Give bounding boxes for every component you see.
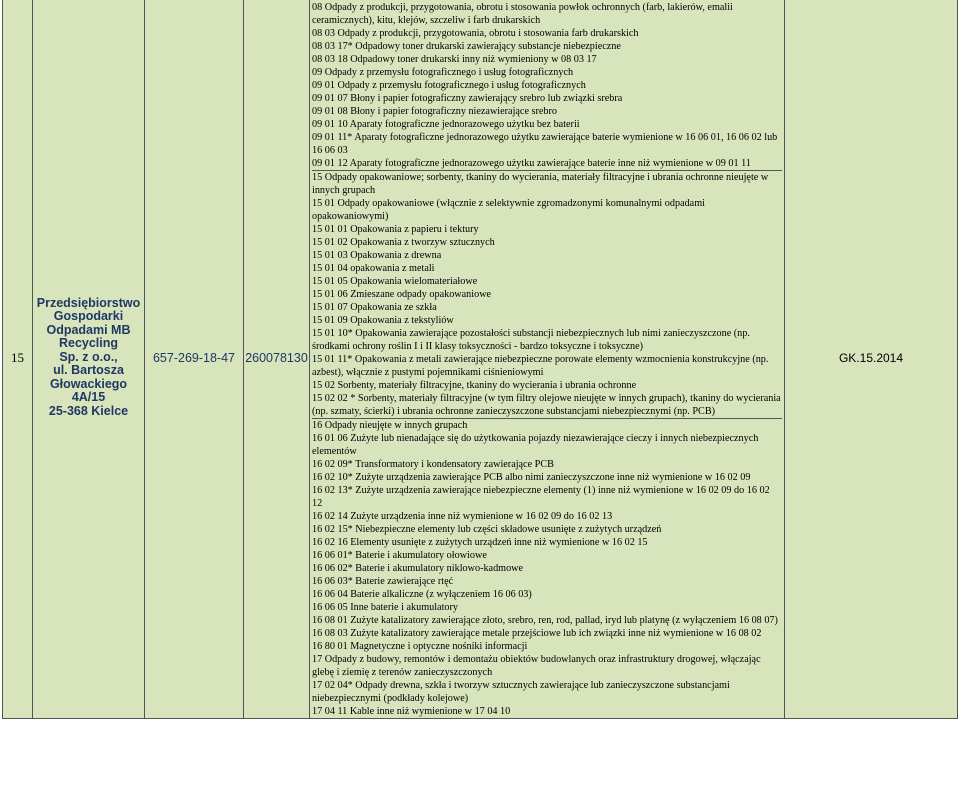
waste-code-entry: 09 01 12 Aparaty fotograficzne jednorazowego użytku zawierające baterie inne niż wymienione w 09 01 11 xyxy=(312,158,751,169)
registry-number: GK.15.2014 xyxy=(838,350,904,365)
waste-code-entry: 16 06 01* Baterie i akumulatory ołowiowe xyxy=(312,550,487,561)
waste-code-entry: 09 01 07 Błony i papier fotograficzny zawierający srebro lub związki srebra xyxy=(312,93,623,104)
waste-code-entry: 16 06 04 Baterie alkaliczne (z wyłączeniem 16 06 03) xyxy=(312,589,532,600)
waste-code-entry: 15 01 01 Opakowania z papieru i tektury xyxy=(312,224,479,235)
waste-code-entry: 16 02 16 Elementy usunięte z zużytych urządzeń inne niż wymienione w 16 02 15 xyxy=(312,537,648,548)
waste-code-entry: 16 01 06 Zużyte lub nienadające się do użytkowania pojazdy niezawierające cieczy i innych niebezpiecznych elementów xyxy=(312,433,759,457)
company-cell xyxy=(33,0,145,719)
waste-code-entry: 16 06 03* Baterie zawierające rtęć xyxy=(312,576,454,587)
waste-code-entry: 08 03 Odpady z produkcji, przygotowania, obrotu i stosowania farb drukarskich xyxy=(312,28,639,39)
waste-code-entry: 16 02 10* Zużyte urządzenia zawierające PCB albo nimi zanieczyszczone inne niż wymienione w 16 02 09 xyxy=(312,472,751,483)
waste-code-entry: 15 01 09 Opakowania z tekstyliów xyxy=(312,315,454,326)
waste-code-entry: 09 Odpady z przemysłu fotograficznego i usług fotograficznych xyxy=(312,67,574,78)
waste-code-entry: 17 Odpady z budowy, remontów i demontażu obiektów budowlanych oraz infrastruktury drogowej, włączając glebę i ziemię z terenów zanieczyszczonych xyxy=(312,654,761,678)
waste-code-entry: 08 03 17* Odpadowy toner drukarski zawierający substancje niebezpieczne xyxy=(312,41,621,52)
waste-code-entry: 16 80 01 Magnetyczne i optyczne nośniki informacji xyxy=(312,641,528,652)
company-name-line: 25-368 Kielce xyxy=(48,403,129,418)
regon-cell xyxy=(244,0,310,719)
waste-codes-cell xyxy=(310,0,785,719)
nip-cell xyxy=(145,0,244,719)
waste-code-entry: 15 Odpady opakowaniowe; sorbenty, tkaniny do wycierania, materiały filtracyjne i ubrania ochronne nieujęte w innych grupach xyxy=(312,172,769,196)
waste-code-entry: 17 02 04* Odpady drewna, szkła i tworzyw sztucznych zawierające lub zanieczyszczone substancjami niebezpiecznymi (podkłady kolejowe) xyxy=(312,680,730,704)
waste-code-entry: 17 04 11 Kable inne niż wymienione w 17 04 10 xyxy=(312,706,511,717)
waste-code-entry: 16 06 05 Inne baterie i akumulatory xyxy=(312,602,458,613)
waste-code-entry: 15 01 04 opakowania z metali xyxy=(312,263,435,274)
registry-cell xyxy=(785,0,958,719)
waste-code-entry: 08 Odpady z produkcji, przygotowania, obrotu i stosowania powłok ochronnych (farb, lakierów, emalii ceramicznych), kitu, klejów, szczeliw i farb drukarskich xyxy=(312,2,733,26)
waste-code-entry: 15 01 06 Zmieszane odpady opakowaniowe xyxy=(312,289,492,300)
waste-code-entry: 16 02 14 Zużyte urządzenia inne niż wymienione w 16 02 09 do 16 02 13 xyxy=(312,511,613,522)
company-name-line: Odpadami MB xyxy=(46,322,131,337)
waste-code-entry: 16 02 09* Transformatory i kondensatory zawierające PCB xyxy=(312,459,554,470)
company-name-line: Przedsiębiorstwo xyxy=(36,295,141,310)
waste-permit-table xyxy=(2,0,958,719)
waste-code-entry: 16 02 15* Niebezpieczne elementy lub części składowe usunięte z zużytych urządzeń xyxy=(312,524,662,535)
nip-value: 657-269-18-47 xyxy=(152,350,235,365)
waste-code-entry: 15 01 07 Opakowania ze szkła xyxy=(312,302,437,313)
table-row xyxy=(3,0,958,719)
waste-code-entry: 16 02 13* Zużyte urządzenia zawierające niebezpieczne elementy (1) inne niż wymienione w 16 02 09 do 16 02 12 xyxy=(312,485,770,509)
waste-code-group xyxy=(312,0,782,170)
waste-code-entry: 16 Odpady nieujęte w innych grupach xyxy=(312,420,468,431)
waste-code-entry: 15 01 11* Opakowania z metali zawierające niebezpieczne porowate elementy wzmocnienia konstrukcyjne (np. azbest), włącznie z pustymi pojemnikami ciśnieniowymi xyxy=(312,354,769,378)
row-number-cell xyxy=(3,0,33,719)
company-name-line: Głowackiego 4A/15 xyxy=(49,376,128,405)
waste-code-entry: 15 01 Odpady opakowaniowe (włącznie z selektywnie zgromadzonymi komunalnymi odpadami opakowaniowymi) xyxy=(312,198,705,222)
waste-code-group xyxy=(312,170,782,418)
regon-value: 260078130 xyxy=(245,350,308,365)
company-name xyxy=(33,297,144,419)
waste-codes-list xyxy=(312,0,782,718)
waste-code-entry: 15 02 02 * Sorbenty, materiały filtracyjne (w tym filtry olejowe nieujęte w innych grupach), tkaniny do wycierania (np. szmaty, ścierki) i ubrania ochronne zanieczyszczone substancjami niebezpiecznymi (np. PCB) xyxy=(312,393,781,417)
row-number: 15 xyxy=(11,349,24,365)
waste-code-entry: 16 08 01 Zużyte katalizatory zawierające złoto, srebro, ren, rod, pallad, iryd lub platynę (z wyłączeniem 16 08 07) xyxy=(312,615,778,626)
waste-code-entry: 15 01 02 Opakowania z tworzyw sztucznych xyxy=(312,237,495,248)
waste-code-entry: 15 02 Sorbenty, materiały filtracyjne, tkaniny do wycierania i ubrania ochronne xyxy=(312,380,637,391)
waste-code-entry: 08 03 18 Odpadowy toner drukarski inny niż wymieniony w 08 03 17 xyxy=(312,54,597,65)
waste-code-entry: 09 01 10 Aparaty fotograficzne jednorazowego użytku bez baterii xyxy=(312,119,580,130)
waste-code-entry: 15 01 03 Opakowania z drewna xyxy=(312,250,442,261)
waste-code-group xyxy=(312,418,782,718)
waste-code-entry: 09 01 Odpady z przemysłu fotograficznego i usług fotograficznych xyxy=(312,80,586,91)
waste-code-entry: 16 06 02* Baterie i akumulatory niklowo-kadmowe xyxy=(312,563,524,574)
waste-code-entry: 16 08 03 Zużyte katalizatory zawierające metale przejściowe lub ich związki inne niż wymienione w 16 08 02 xyxy=(312,628,762,639)
waste-code-entry: 15 01 05 Opakowania wielomateriałowe xyxy=(312,276,478,287)
waste-code-entry: 09 01 11* Aparaty fotograficzne jednorazowego użytku zawierające baterie wymienione w 16 06 01, 16 06 02 lub 16 06 03 xyxy=(312,132,778,156)
company-name-line: ul. Bartosza xyxy=(53,363,124,378)
company-name-line: Recycling xyxy=(58,336,119,351)
company-name-line: Sp. z o.o., xyxy=(59,349,118,364)
waste-code-entry: 15 01 10* Opakowania zawierające pozostałości substancji niebezpiecznych lub nimi zanieczyszczone (np. środkami ochrony roślin I i II klasy toksyczności - bardzo toksyczne i toksyczne) xyxy=(312,328,750,352)
company-name-line: Gospodarki xyxy=(53,309,124,324)
waste-code-entry: 09 01 08 Błony i papier fotograficzny niezawierające srebro xyxy=(312,106,557,117)
